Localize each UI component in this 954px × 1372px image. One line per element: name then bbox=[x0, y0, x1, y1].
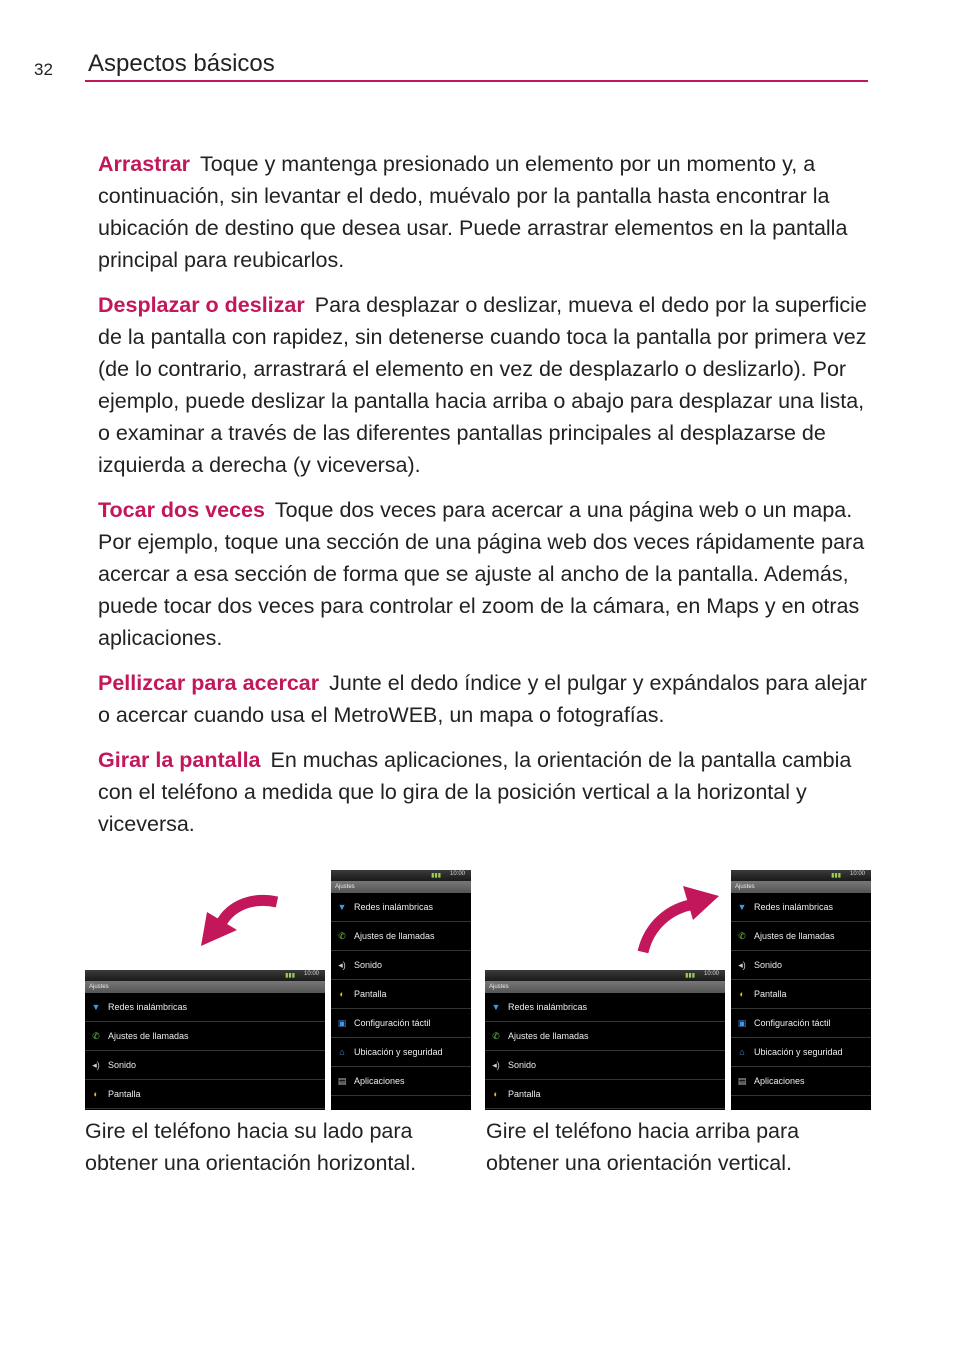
settings-row[interactable] bbox=[331, 980, 471, 1009]
settings-row[interactable] bbox=[731, 1067, 871, 1096]
lock-icon: ⌂ bbox=[739, 1047, 745, 1057]
settings-row-label: Pantalla bbox=[354, 989, 387, 999]
wifi-icon: ▼ bbox=[91, 1002, 101, 1012]
settings-row-label: Ubicación y seguridad bbox=[354, 1047, 443, 1057]
settings-row-label: Redes inalámbricas bbox=[754, 902, 834, 912]
settings-row[interactable] bbox=[731, 1009, 871, 1038]
status-bar: ▮▮▮ 10:00 bbox=[331, 870, 471, 881]
settings-list bbox=[85, 993, 325, 1109]
apps-icon: ▤ bbox=[737, 1075, 747, 1086]
gesture-descriptions bbox=[98, 148, 873, 853]
page-header bbox=[34, 50, 868, 84]
signal-icon: ▮▮▮ bbox=[831, 873, 841, 879]
settings-row-label: Pantalla bbox=[508, 1089, 541, 1099]
screen-title: Ajustes bbox=[331, 881, 471, 893]
paragraph-desplazar bbox=[98, 289, 873, 481]
term-label: Pellizcar para acercar bbox=[98, 671, 320, 695]
display-icon: ◐ bbox=[493, 1089, 499, 1099]
settings-row-label: Redes inalámbricas bbox=[354, 902, 434, 912]
section-title: Aspectos básicos bbox=[88, 50, 275, 77]
settings-row[interactable] bbox=[731, 893, 871, 922]
touch-icon: ▣ bbox=[737, 1017, 747, 1028]
settings-list bbox=[331, 893, 471, 1096]
lock-icon: ⌂ bbox=[339, 1047, 345, 1057]
settings-row-label: Sonido bbox=[108, 1060, 137, 1070]
settings-row-label: Redes inalámbricas bbox=[508, 1002, 588, 1012]
touch-icon: ▣ bbox=[337, 1017, 347, 1028]
screen-title: Ajustes bbox=[731, 881, 871, 893]
caption-landscape: Gire el teléfono hacia su lado para obtener una orientación horizontal. bbox=[85, 1119, 417, 1175]
display-icon: ◐ bbox=[339, 989, 345, 999]
settings-row-label: Ajustes de llamadas bbox=[754, 931, 835, 941]
settings-row[interactable] bbox=[331, 922, 471, 951]
settings-row[interactable] bbox=[85, 993, 325, 1022]
settings-row-label: Aplicaciones bbox=[754, 1076, 805, 1086]
rotate-left-arrow-icon bbox=[197, 894, 281, 950]
settings-row-label: Pantalla bbox=[108, 1089, 141, 1099]
screen-title: Ajustes bbox=[485, 981, 725, 993]
caption-portrait: Gire el teléfono hacia arriba para obtener una orientación vertical. bbox=[486, 1119, 800, 1175]
paragraph-pellizcar bbox=[98, 667, 873, 731]
settings-list bbox=[485, 993, 725, 1109]
wifi-icon: ▼ bbox=[737, 902, 747, 912]
wifi-icon: ▼ bbox=[337, 902, 347, 912]
phone-icon: ✆ bbox=[92, 1030, 100, 1041]
paragraph-tocar-dos-veces bbox=[98, 494, 873, 654]
settings-row-label: Pantalla bbox=[754, 989, 787, 999]
status-bar: ▮▮▮ 10:00 bbox=[485, 970, 725, 981]
settings-row[interactable] bbox=[331, 951, 471, 980]
term-label: Desplazar o deslizar bbox=[98, 293, 305, 317]
display-icon: ◐ bbox=[93, 1089, 99, 1099]
figure-portrait bbox=[485, 868, 871, 1110]
settings-row-label: Redes inalámbricas bbox=[108, 1002, 188, 1012]
paragraph-text: En muchas aplicaciones, la orientación de la pantalla cambia con el teléfono a medida que lo gira de la posición vertical a la horizontal y viceversa. bbox=[98, 748, 852, 836]
phone-icon: ✆ bbox=[738, 930, 746, 941]
paragraph-girar bbox=[98, 744, 873, 840]
settings-row-label: Configuración táctil bbox=[354, 1018, 431, 1028]
figure-landscape bbox=[85, 868, 471, 1110]
paragraph-text: Junte el dedo índice y el pulgar y expándalos para alejar o acercar cuando usa el MetroWEB, un mapa o fotografías. bbox=[98, 671, 867, 727]
settings-row[interactable] bbox=[331, 893, 471, 922]
paragraph-text: Toque dos veces para acercar a una página web o un mapa. Por ejemplo, toque una sección de una página web dos veces rápidamente para acercar a esa sección de forma que se ajuste al ancho de la pantalla. Además, puede tocar dos veces para controlar el zoom de la cámara, en Maps y en otras aplicaciones. bbox=[98, 498, 865, 650]
settings-row-label: Configuración táctil bbox=[754, 1018, 831, 1028]
sound-icon: ◂) bbox=[738, 959, 746, 970]
settings-row-label: Sonido bbox=[354, 960, 383, 970]
settings-row[interactable] bbox=[485, 1022, 725, 1051]
settings-row[interactable] bbox=[331, 1038, 471, 1067]
settings-row[interactable] bbox=[485, 1080, 725, 1109]
settings-row[interactable] bbox=[731, 951, 871, 980]
display-icon: ◐ bbox=[739, 989, 745, 999]
sound-icon: ◂) bbox=[492, 1059, 500, 1070]
sound-icon: ◂) bbox=[338, 959, 346, 970]
settings-row-label: Sonido bbox=[508, 1060, 537, 1070]
signal-icon: ▮▮▮ bbox=[285, 973, 295, 979]
settings-row-label: Ajustes de llamadas bbox=[508, 1031, 589, 1041]
settings-row-label: Sonido bbox=[754, 960, 783, 970]
settings-row-label: Ajustes de llamadas bbox=[108, 1031, 189, 1041]
settings-row-label: Ajustes de llamadas bbox=[354, 931, 435, 941]
settings-row[interactable] bbox=[485, 1051, 725, 1080]
settings-row[interactable] bbox=[731, 1038, 871, 1067]
paragraph-arrastrar bbox=[98, 148, 873, 276]
phone-icon: ✆ bbox=[492, 1030, 500, 1041]
settings-row[interactable] bbox=[85, 1022, 325, 1051]
paragraph-text: Toque y mantenga presionado un elemento por un momento y, a continuación, sin levantar el dedo, muévalo por la pantalla hasta encontrar la ubicación de destino que desea usar. Puede arrastrar elementos en la pantalla principal para reubicarlos. bbox=[98, 152, 848, 272]
settings-row[interactable] bbox=[331, 1067, 471, 1096]
term-label: Arrastrar bbox=[98, 152, 191, 176]
settings-row-label: Ubicación y seguridad bbox=[754, 1047, 843, 1057]
status-bar: ▮▮▮ 10:00 bbox=[731, 870, 871, 881]
settings-row-label: Aplicaciones bbox=[354, 1076, 405, 1086]
settings-list bbox=[731, 893, 871, 1096]
screen-title: Ajustes bbox=[85, 981, 325, 993]
settings-row[interactable] bbox=[85, 1080, 325, 1109]
phone-icon: ✆ bbox=[338, 930, 346, 941]
wifi-icon: ▼ bbox=[491, 1002, 501, 1012]
page-number: 32 bbox=[34, 60, 53, 79]
signal-icon: ▮▮▮ bbox=[431, 873, 441, 879]
header-divider bbox=[85, 80, 868, 82]
signal-icon: ▮▮▮ bbox=[685, 973, 695, 979]
portrait-screen bbox=[731, 870, 871, 1110]
landscape-screen bbox=[485, 970, 725, 1110]
settings-row[interactable] bbox=[85, 1051, 325, 1080]
settings-row[interactable] bbox=[731, 922, 871, 951]
term-label: Girar la pantalla bbox=[98, 748, 261, 772]
settings-row[interactable] bbox=[731, 980, 871, 1009]
status-bar: ▮▮▮ 10:00 bbox=[85, 970, 325, 981]
portrait-screen bbox=[331, 870, 471, 1110]
settings-row[interactable] bbox=[331, 1009, 471, 1038]
settings-row[interactable] bbox=[485, 993, 725, 1022]
rotate-right-arrow-icon bbox=[633, 882, 721, 954]
sound-icon: ◂) bbox=[92, 1059, 100, 1070]
paragraph-text: Para desplazar o deslizar, mueva el dedo por la superficie de la pantalla con rapidez, sin detenerse cuando toca la pantalla por primera vez (de lo contrario, arrastrará el elemento en vez de desplazarlo o deslizarlo). Por ejemplo, puede deslizar la pantalla hacia arriba o abajo para desplazar una lista, o examinar a través de las diferentes pantallas principales al desplazarse de izquierda a derecha (y viceversa). bbox=[98, 293, 867, 477]
landscape-screen bbox=[85, 970, 325, 1110]
apps-icon: ▤ bbox=[337, 1075, 347, 1086]
term-label: Tocar dos veces bbox=[98, 498, 265, 522]
